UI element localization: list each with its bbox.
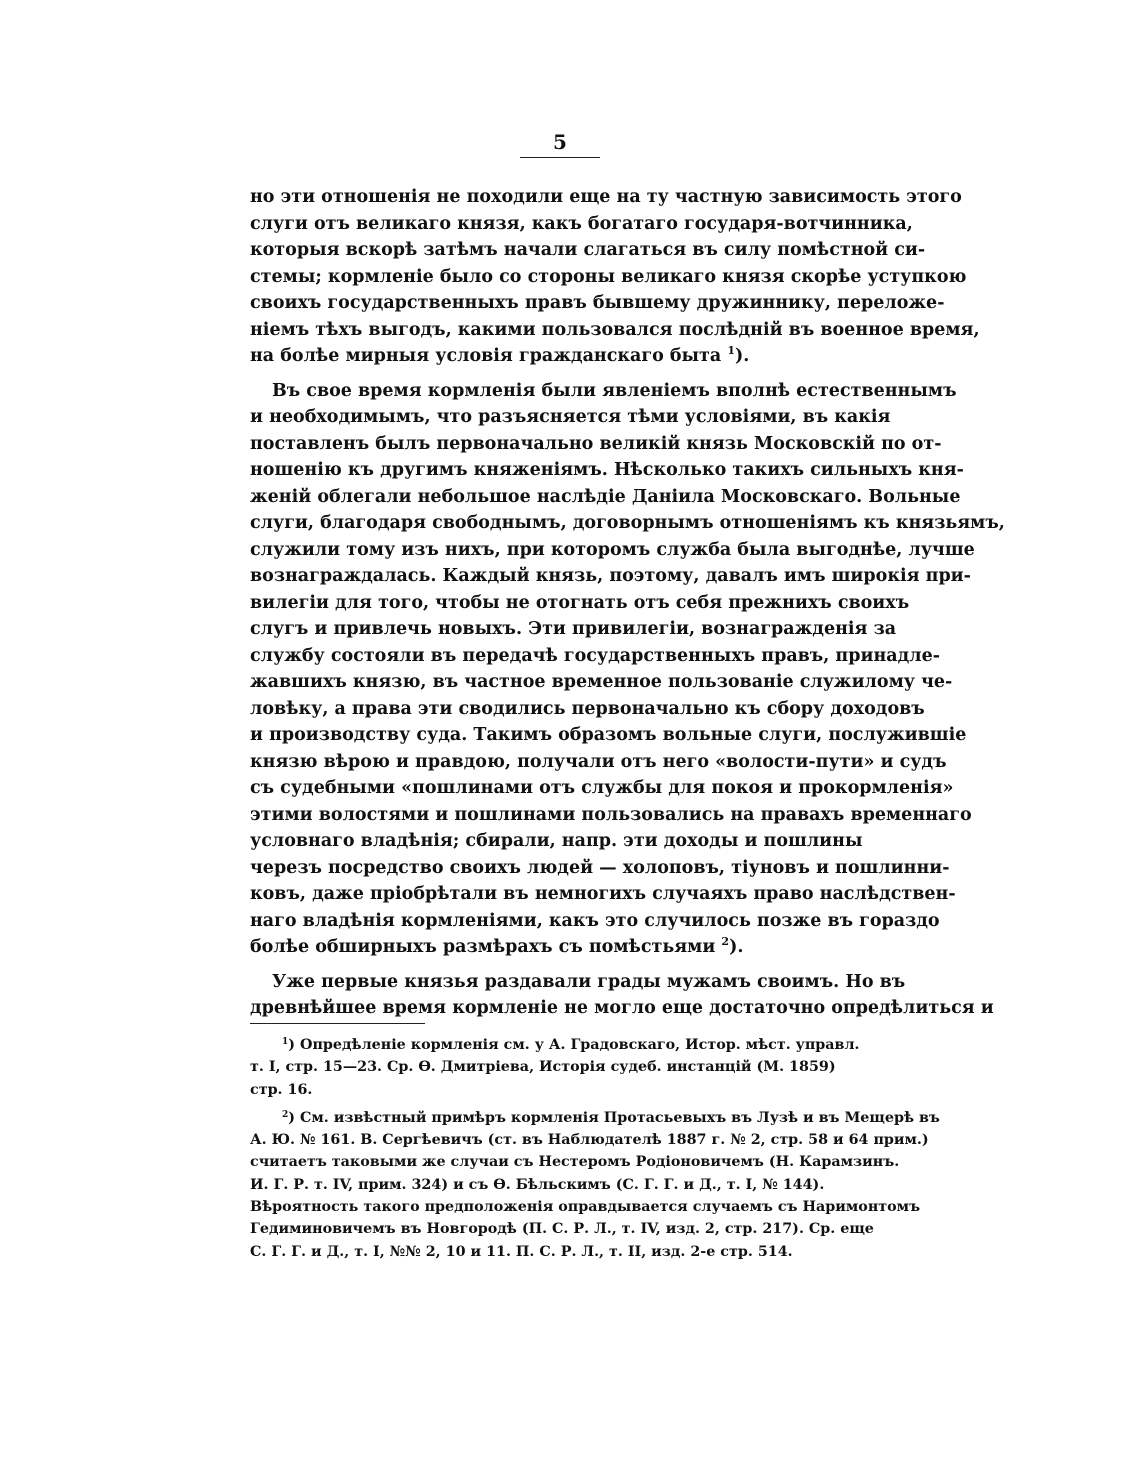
text-line-content: на болѣе мирныя условія гражданскаго быта bbox=[250, 346, 722, 366]
footnote-marker: 1 bbox=[282, 1037, 289, 1047]
text-line: наго владѣнія кормленіями, какъ это случилось позже въ гораздо bbox=[250, 910, 940, 931]
footnote-separator bbox=[250, 1023, 425, 1024]
text-line: древнѣйшее время кормленіе не могло еще достаточно опредѣлиться и bbox=[250, 998, 994, 1018]
text-line: поставленъ былъ первоначально великій князь Московскій по от- bbox=[250, 433, 942, 454]
text-line: служили тому изъ нихъ, при которомъ служба была выгоднѣе, лучше bbox=[250, 539, 975, 560]
page-number-rule bbox=[520, 157, 600, 158]
footnote-line: Вѣроятность такого предположенія оправдывается случаемъ съ Наримонтомъ bbox=[250, 1199, 921, 1216]
text-line: жавшихъ князю, въ частное временное пользованіе служилому че- bbox=[250, 672, 953, 692]
footnote-line bbox=[250, 1034, 900, 1056]
footnote-text: ) Опредѣленіе кормленія см. у А. Градовскаго, Истор. мѣст. управл. bbox=[288, 1037, 860, 1053]
text-line: слуги отъ великаго князя, какъ богатаго государя-вотчинника, bbox=[250, 213, 913, 234]
footnote-marker: 2 bbox=[282, 1109, 289, 1120]
footnotes bbox=[250, 1034, 940, 1263]
text-line: вознаграждалась. Каждый князь, поэтому, давалъ имъ широкія при- bbox=[250, 566, 971, 586]
text-line: которыя вскорѣ затѣмъ начали слагаться въ силу помѣстной си- bbox=[250, 240, 926, 260]
text-line: и производству суда. Такимъ образомъ вольные слуги, послужившіе bbox=[250, 725, 967, 745]
page-number: 5 bbox=[553, 130, 567, 154]
text-line bbox=[250, 343, 900, 370]
footnote-line: считаетъ таковыми же случаи съ Нестеромъ Родіоновичемъ (Н. Карамзинъ. bbox=[250, 1154, 900, 1171]
text-line-end: ). bbox=[735, 346, 750, 366]
text-line: и необходимымъ, что разъясняется тѣми условіями, въ какія bbox=[250, 407, 891, 427]
text-line: ношенію къ другимъ княженіямъ. Нѣсколько такихъ сильныхъ кня- bbox=[250, 460, 964, 480]
text-line: Въ свое время кормленія были явленіемъ вполнѣ естественнымъ bbox=[272, 380, 957, 401]
text-line: Уже первые князья раздавали грады мужамъ своимъ. Но въ bbox=[272, 971, 906, 992]
text-line: этими волостями и пошлинами пользовались на правахъ временнаго bbox=[250, 804, 972, 825]
text-line-content: болѣе обширныхъ размѣрахъ съ помѣстьями bbox=[250, 937, 716, 957]
footnote-line: А. Ю. № 161. В. Сергѣевичъ (ст. въ Наблюдателѣ 1887 г. № 2, стр. 58 и 64 прим.) bbox=[250, 1132, 929, 1149]
text-line: своихъ государственныхъ правъ бывшему дружиннику, переложе- bbox=[250, 293, 945, 313]
footnote-line: т. I, стр. 15—23. Ср. Ѳ. Дмитріева, Исторія судеб. инстанцій (М. 1859) bbox=[250, 1059, 836, 1076]
footnote-line bbox=[250, 1107, 940, 1129]
footnote-text: ) См. извѣстный примѣръ кормленія Протасьевыхъ въ Лузѣ и въ Мещерѣ въ bbox=[288, 1109, 940, 1126]
text-line: слуги, благодаря свободнымъ, договорнымъ отношеніямъ къ князьямъ, bbox=[250, 513, 1005, 533]
text-line: ковъ, даже пріобрѣтали въ немногихъ случаяхъ право наслѣдствен- bbox=[250, 884, 956, 904]
text-line: князю вѣрою и правдою, получали отъ него «волости-пути» и судъ bbox=[250, 751, 947, 772]
text-line: вилегіи для того, чтобы не отогнать отъ себя прежнихъ своихъ bbox=[250, 592, 910, 613]
footnote-ref-1: 1 bbox=[727, 344, 735, 357]
footnote-line: Гедиминовичемъ въ Новгородѣ (П. С. Р. Л., т. IV, изд. 2, стр. 217). Ср. еще bbox=[250, 1221, 874, 1238]
text-line: ловѣку, а права эти сводились первоначально къ сбору доходовъ bbox=[250, 698, 925, 719]
text-line: условнаго владѣнія; сбирали, напр. эти доходы и пошлины bbox=[250, 831, 863, 851]
text-line: слугъ и привлечь новыхъ. Эти привилегіи, вознагражденія за bbox=[250, 619, 897, 639]
footnote-1 bbox=[250, 1034, 900, 1101]
paragraph-2 bbox=[250, 378, 1005, 961]
paragraph-3 bbox=[250, 969, 994, 1022]
footnote-line: И. Г. Р. т. IV, прим. 324) и съ Ѳ. Бѣльскимъ (С. Г. Г. и Д., т. I, № 144). bbox=[250, 1176, 825, 1193]
text-line bbox=[250, 934, 900, 961]
text-line: но эти отношенія не походили еще на ту частную зависимость этого bbox=[250, 187, 962, 207]
text-line: черезъ посредство своихъ людей — холоповъ, тіуновъ и пошлинни- bbox=[250, 857, 950, 878]
main-text bbox=[250, 184, 1005, 1022]
text-line: ніемъ тѣхъ выгодъ, какими пользовался послѣдній въ военное время, bbox=[250, 319, 980, 340]
footnote-2 bbox=[250, 1107, 940, 1263]
text-line-end: ). bbox=[729, 937, 744, 957]
text-line: съ судебными «пошлинами отъ службы для покоя и прокормленія» bbox=[250, 778, 954, 798]
footnote-line: стр. 16. bbox=[250, 1081, 313, 1098]
footnote-ref-2: 2 bbox=[721, 935, 730, 948]
paragraph-1 bbox=[250, 184, 980, 370]
text-line: стемы; кормленіе было со стороны великаго князя скорѣе уступкою bbox=[250, 266, 967, 287]
footnote-line: С. Г. Г. и Д., т. I, №№ 2, 10 и 11. П. С. Р. Л., т. II, изд. 2-е стр. 514. bbox=[250, 1243, 793, 1260]
text-line: службу состояли въ передачѣ государственныхъ правъ, принадле- bbox=[250, 645, 940, 666]
text-line: женій облегали небольшое наслѣдіе Даніила Московскаго. Вольные bbox=[250, 486, 961, 507]
